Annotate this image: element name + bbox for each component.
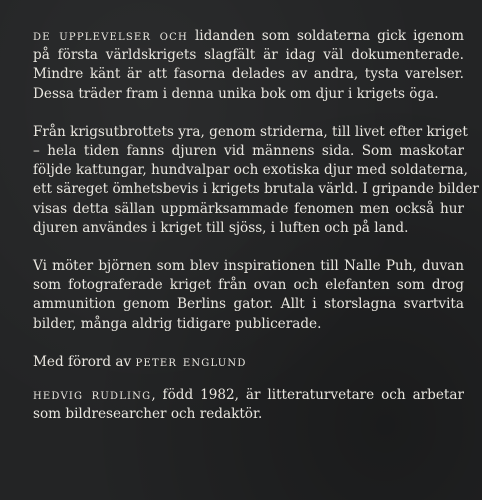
text-line: Vi möter björnen som blev inspirationen till Nalle Puh, duvan	[33, 258, 464, 275]
text-line: följde kattungar, hundvalpar och exotiska djur med soldaterna,	[33, 162, 468, 179]
text-line: de upplevelser och lidanden som soldaterna gick igenom	[33, 28, 465, 44]
text-line: Med förord av peter englund	[33, 353, 247, 370]
foreword-credit	[33, 353, 464, 372]
text-line: Mindre känt är att fasorna delades av andra, tysta varelser.	[33, 66, 464, 83]
author-bio	[33, 386, 464, 424]
foreword-author-name: peter englund	[135, 353, 247, 370]
intro-paragraph	[33, 27, 464, 104]
lead-small-caps: de upplevelser och	[33, 28, 188, 44]
text-line: – hela tiden fanns djuren vid männens sida. Som maskotar	[33, 143, 464, 160]
text-line: hedvig rudling, född 1982, är litteraturvetare och arbetar	[33, 387, 464, 404]
animals-paragraph	[33, 123, 479, 238]
text-line: Dessa träder fram i denna unika bok om djur i krigets öga.	[33, 85, 439, 102]
text-line: ammunition genom Berlins gator. Allt i storslagna svartvita	[33, 296, 464, 313]
stories-paragraph	[33, 257, 464, 334]
text-line: som fotograferade kriget från ovan och elefanten som drog	[33, 277, 464, 294]
text-line: på första världskrigets slagfält är idag väl dokumenterade.	[33, 47, 464, 64]
text-line: Från krigsutbrottets yra, genom striderna, till livet efter kriget	[33, 123, 468, 140]
text-line: ett säreget ömhetsbevis i krigets brutala värld. I gripande bilder	[33, 181, 479, 198]
text-line: bilder, många aldrig tidigare publicerade.	[33, 315, 322, 332]
text-line: som bildresearcher och redaktör.	[33, 406, 263, 423]
author-name: hedvig rudling	[33, 387, 152, 404]
text-line: visas detta sällan uppmärksammade fenomen men också hur	[33, 200, 464, 217]
text-line: djuren användes i kriget till sjöss, i luften och på land.	[33, 219, 409, 236]
